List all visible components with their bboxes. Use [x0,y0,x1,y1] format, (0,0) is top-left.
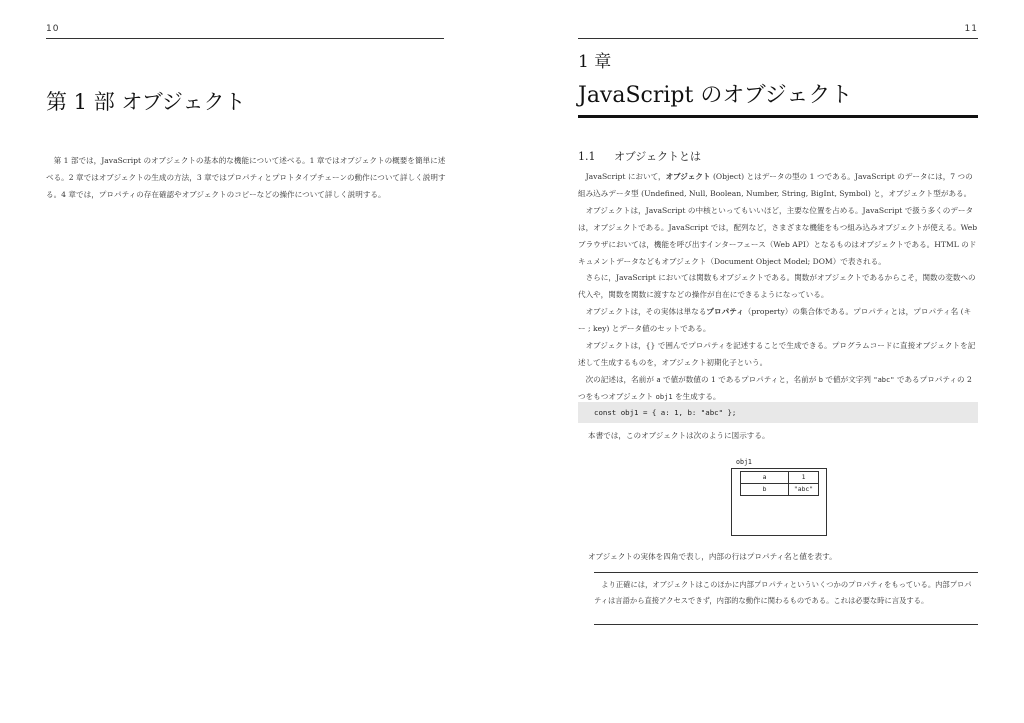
section-title: オブジェクトとは [614,150,702,163]
header-rule-left [46,38,444,39]
note-rule-bottom [594,624,978,625]
page-number-left: 10 [46,24,60,34]
object-diagram-label: obj1 [736,458,752,466]
term-property: プロパティ [706,307,744,317]
paragraph-5: オブジェクトは，{} で囲んでプロパティを記述することで生成できる。プログラムコードに直接オブジェクトを記述して生成するものを，オブジェクト初期化子という。 [578,341,976,367]
section-number: 1.1 [578,150,596,163]
chapter-number: 1 章 [578,52,612,72]
figure-caption: オブジェクトの実体を四角で表し，内部の行はプロパティ名と値を表す。 [588,552,837,561]
property-key: a [741,472,789,483]
chapter-title: JavaScript のオブジェクト [578,83,853,108]
header-rule-right [578,38,978,39]
inline-code: a [656,375,661,384]
inline-code: b [818,375,823,384]
figure-intro: 本書では，このオブジェクトは次のように図示する。 [588,431,770,440]
note-rule-top [594,572,978,573]
part-intro-paragraph: 第 1 部では，JavaScript のオブジェクトの基本的な機能について述べる。1 章ではオブジェクトの概要を簡単に述べる。2 章ではオブジェクトの生成の方法，3 章ではプロパティとプロトタイプチェーンの動作について詳しく説明する。4 章では，プロパティの存在確認やオブジェクトのコピーなどの操作について詳しく説明する。 [46,156,446,199]
code-block: const obj1 = { a: 1, b: "abc" }; [578,402,978,423]
right-page [512,0,1024,723]
section-heading [578,148,701,164]
page-number-right: 11 [964,24,978,34]
paragraph-3: さらに，JavaScript においては関数もオブジェクトである。関数がオブジェクトであるからこそ，関数の変数への代入や，関数を関数に渡すなどの操作が自在にできるようになっている。 [578,273,976,300]
chapter-rule [578,115,978,118]
paragraph-2: オブジェクトは，JavaScript の中核といってもいいほど，主要な位置を占める。JavaScript で扱う多くのデータは，オブジェクトである。JavaScript では，配列など，さまざまな機能をもつ組み込みオブジェクトが使える。Web ブラウザにおいては，機能を呼び出すインターフェース（Web API）となるものはオブジェクトである。HTML のドキュメントデータなどもオブジェクト（Document Object Model; DOM）で表される。 [578,205,978,266]
paragraph-1: JavaScript において，オブジェクト (Object) とはデータの型の 1 つである。JavaScript のデータには，7 つの組み込みデータ型 (Undefined, Null, Boolean, Number, String, BigInt, Symbol) と，オブジェクト型がある。 [578,172,973,198]
object-diagram [731,468,827,536]
note-text: より正確には，オブジェクトはこのほかに内部プロパティといういくつかのプロパティをもっている。内部プロパティは言語から直接アクセスできず，内部的な動作に関わるものである。これは必要な時に言及する。 [594,580,972,605]
paragraph-6: 次の記述は，名前が a で値が数値の 1 であるプロパティと，名前が b で値が文字列 "abc" であるプロパティの 2 つをもつオブジェクト obj1 を生成する。 [578,374,972,401]
property-row [740,483,819,496]
section-body [578,169,978,406]
paragraph-4: オブジェクトは，その実体は単なるプロパティ（property）の集合体である。プロパティとは，プロパティ名 (キー ; key) とデータ値のセットである。 [578,307,972,334]
note-box [594,577,978,609]
property-value: "abc" [793,485,814,493]
inline-code: "abc" [873,375,895,384]
part-title: 第 1 部 オブジェクト [46,90,246,114]
property-value: 1 [801,473,806,481]
inline-code: obj1 [655,392,673,401]
property-key: b [741,484,789,495]
term-object: オブジェクト [665,172,711,181]
